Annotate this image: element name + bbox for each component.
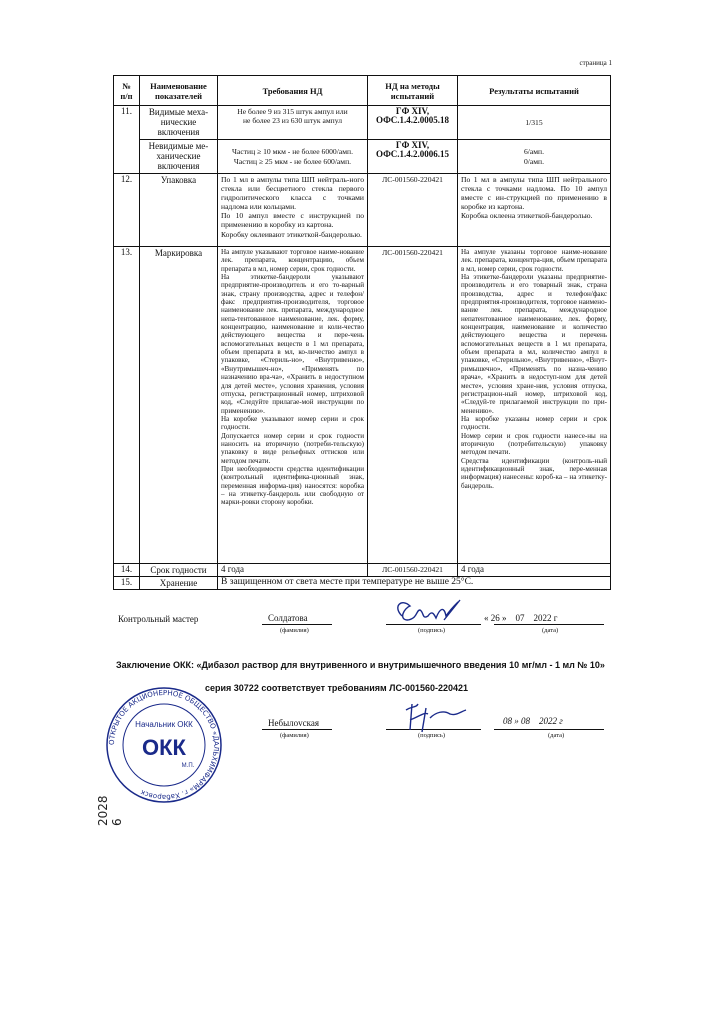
okk-stamp bbox=[104, 685, 224, 805]
header-name: Наименование показателей bbox=[140, 76, 218, 106]
header-requirements: Требования НД bbox=[218, 76, 368, 106]
stamp-top-text: Начальник ОКК bbox=[135, 720, 193, 729]
header-results: Результаты испытаний bbox=[458, 76, 611, 106]
table-row-11a bbox=[114, 106, 611, 140]
row-requirement: На ампуле указывают торговое наиме-нование лек. препарата, концентрацию, объем препарата в мл, номер серии, срок годности. На этикетке-бандероли указывают предприятие-производитель и его то-варный знак, страну производства, адрес и телефон/факс предприятия-производителя, торговое наименование лек. препарата, международное непа-тентованное наименование, лек. форму, концентрацию, наименование и коли-чество действующего вещества и пере-чень вспомогательных веществ в 1 мл препарата, объем препарата в мл, ко-личество ампул в упаковке, «Стериль-но», «Внутривенно», «Внутримышеч-но», «Применять по назначению вра-ча», «Хранить в недоступном для детей месте», условия хранения, условия отпуска, регистрационный номер, штриховой код, «Следуйте прилагае-мой инструкции по применению». На коробке указывают номер серии и срок годности. Допускается номер серии и срок годности наносить на вторичную (потреби-тельскую) упаковку в виде рельефных оттисков или методом печати. При необходимости средства идентификации (контрольный идентифика-ционный знак, переменная информа-ция) наносятся: коробка – на этикетку-бандероль или свободную от марки-ровки сторону коробки. bbox=[218, 247, 368, 564]
row-result: 6/амп. 0/амп. bbox=[458, 140, 611, 174]
head-date: 08 » 08 2022 г bbox=[503, 716, 563, 726]
table-row-11b bbox=[114, 140, 611, 174]
row-result: На ампуле указаны торговое наиме-нование лек. препарата, концентра-ция, объем препарата в мл, номер серии, срок годности. На этикетке-бандероли указаны предприятие-производитель и его товарный знак, страна производства, адрес и телефон/факс предприятия-производителя, торговое наимено-вание лек. препарата, международное непатентованное наименование, лек. форму, концентрация, наименование и количество действующего вещества и перечень вспомогательных веществ в 1 мл препарата, объем препарата в мл, количество ампул в упаковке, «Стерильно», «Внутривенно», «Внут-римышечно», «Применять по назна-чению врача», «Хранить в недоступ-ном для детей месте», условия хране-ния, условия отпуска, регистрацион-ный номер, штриховой код, «Следуй-те прилагаемой инструкции по при-менению». На коробке указаны номер серии и срок годности. Номер серии и срок годности нанесе-ны на вторичную (потребительскую) упаковку методом печати. Средства идентификации (контроль-ный идентификационный знак, пере-менная информация) нанесены: короб-ка – на этикетку-бандероль. bbox=[458, 247, 611, 564]
table-row-13 bbox=[114, 247, 611, 564]
head-signature bbox=[400, 700, 470, 736]
table-row-12 bbox=[114, 174, 611, 247]
table-header-row bbox=[114, 76, 611, 106]
head-date-caption: (дата) bbox=[548, 732, 565, 739]
master-signature-caption: (подпись) bbox=[418, 627, 445, 634]
header-num: № п/п bbox=[114, 76, 140, 106]
head-surname-line bbox=[262, 729, 332, 730]
row-name: Срок годности bbox=[140, 564, 218, 577]
row-result: По 1 мл в ампулы типа ШП нейтрального стекла с точками надлома. По 10 ампул вместе с ин-струкцией по применению в коробке из картона. Коробка оклеена этикеткой-бандеролью. bbox=[458, 174, 611, 247]
head-surname-caption: (фамилия) bbox=[280, 732, 309, 739]
row-name: Упаковка bbox=[140, 174, 218, 247]
row-num: 14. bbox=[114, 564, 140, 577]
row-num: 15. bbox=[114, 577, 140, 590]
row-name: Невидимые ме- ханические включения bbox=[140, 140, 218, 174]
table-row-15 bbox=[114, 577, 611, 590]
row-result: 4 года bbox=[458, 564, 611, 577]
row-name: Маркировка bbox=[140, 247, 218, 564]
row-num: 13. bbox=[114, 247, 140, 564]
page-number: страница 1 bbox=[579, 59, 612, 67]
row-num: 12. bbox=[114, 174, 140, 247]
stamp-ring-text: ОТКРЫТОЕ АКЦИОНЕРНОЕ ОБЩЕСТВО «ДАЛЬХИМФАРМ» г. Хабаровск bbox=[107, 688, 221, 802]
row-method: ЛС-001560-220421 bbox=[368, 174, 458, 247]
row-requirement: Не более 9 из 315 штук ампул или не более 23 из 630 штук ампул bbox=[218, 106, 368, 140]
test-results-table bbox=[113, 75, 611, 590]
stamp-center-text: ОКК bbox=[142, 735, 186, 760]
master-date-line bbox=[494, 624, 604, 625]
master-surname-caption: (фамилия) bbox=[280, 627, 309, 634]
conclusion-line-2: серия 30722 соответствует требованиям ЛС-001560-220421 bbox=[205, 683, 469, 693]
table-row-14 bbox=[114, 564, 611, 577]
master-signature bbox=[388, 596, 468, 630]
row-requirement: По 1 мл в ампулы типа ШП нейтраль-ного стекла или бесцветного стекла первого гидролитического класса с точками надлома или кольцами. По 10 ампул вместе с инструкцией по применению в коробку из картона. Коробку оклеивают этикеткой-бандеролью. bbox=[218, 174, 368, 247]
row-method: ЛС-001560-220421 bbox=[368, 247, 458, 564]
row-requirement: Частиц ≥ 10 мкм - не более 6000/амп. Частиц ≥ 25 мкм - не более 600/амп. bbox=[218, 140, 368, 174]
head-surname: Небылovская bbox=[268, 718, 319, 728]
master-label: Контрольный мастер bbox=[118, 614, 199, 624]
stamp-mp-text: М.П. bbox=[181, 763, 195, 769]
row-method: ГФ XIV, ОФС.1.4.2.0006.15 bbox=[368, 140, 458, 174]
row-storage-text: В защищенном от света месте при температуре не выше 25°С. bbox=[218, 577, 611, 590]
master-date: « 26 » 07 2022 г bbox=[484, 613, 558, 623]
header-methods: НД на методы испытаний bbox=[368, 76, 458, 106]
row-method: ЛС-001560-220421 bbox=[368, 564, 458, 577]
row-num: 11. bbox=[114, 106, 140, 174]
master-surname-line bbox=[262, 624, 332, 625]
row-result: 1/315 bbox=[458, 106, 611, 140]
row-requirement: 4 года bbox=[218, 564, 368, 577]
master-surname: Солдатова bbox=[268, 613, 308, 623]
head-date-line bbox=[494, 729, 604, 730]
row-method: ГФ XIV, ОФС.1.4.2.0005.18 bbox=[368, 106, 458, 140]
margin-note: 2028 6 bbox=[96, 795, 124, 826]
master-date-caption: (дата) bbox=[542, 627, 559, 634]
row-name: Хранение bbox=[140, 577, 218, 590]
head-signature-caption: (подпись) bbox=[418, 732, 445, 739]
conclusion-line-1: Заключение ОКК: «Дибазол раствор для внутривенного и внутримышечного введения 10 мг/мл - 1 мл № 10» bbox=[116, 660, 605, 670]
row-name: Видимые меха- нические включения bbox=[140, 106, 218, 140]
